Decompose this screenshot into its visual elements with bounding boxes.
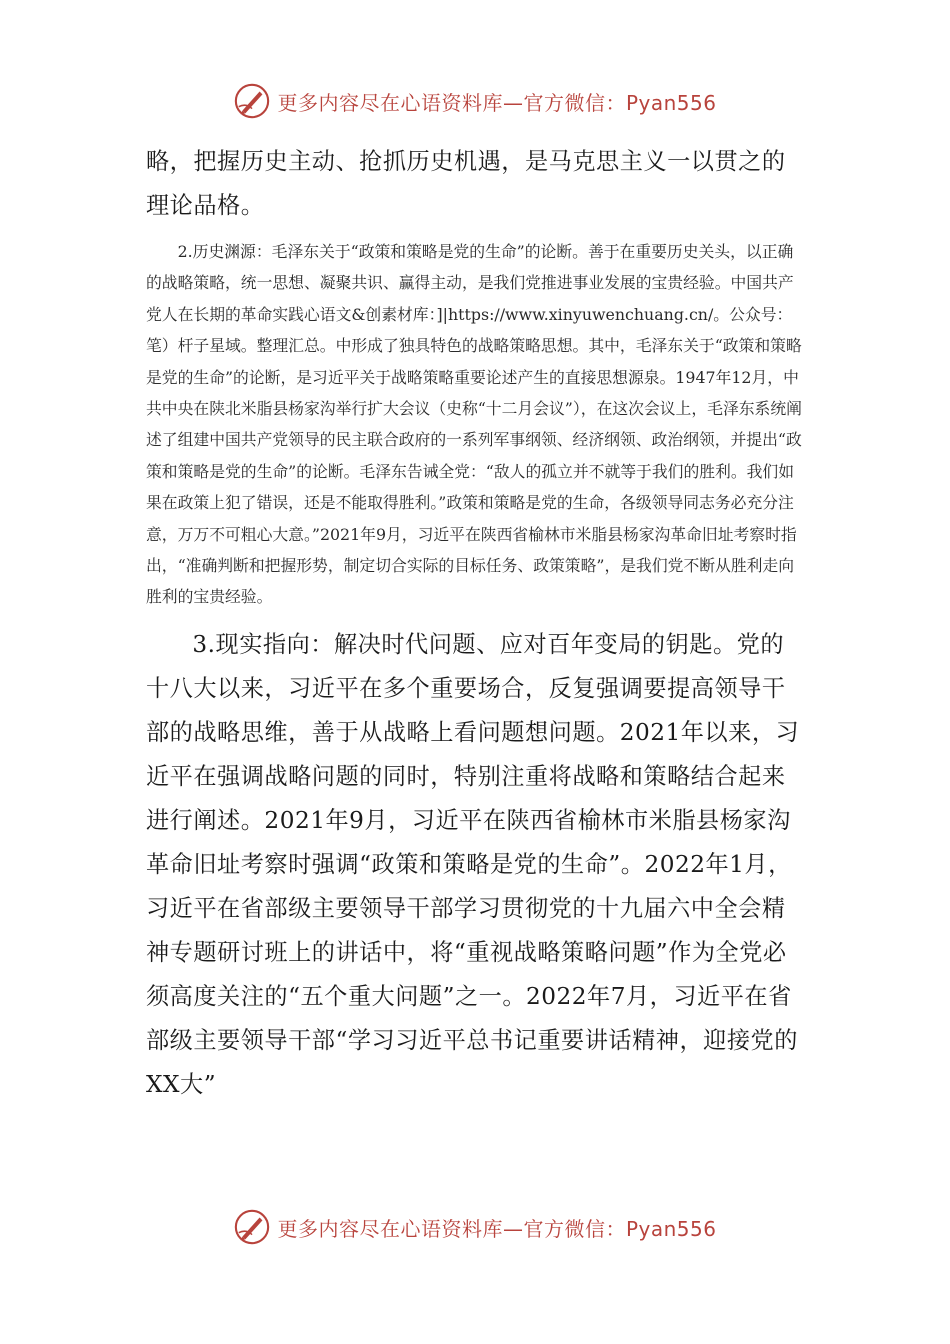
- pen-circle-logo-icon: [233, 1208, 271, 1246]
- header-banner: [0, 82, 950, 120]
- pen-circle-logo-icon: [233, 82, 271, 120]
- paragraph-continuation: 略，把握历史主动、抢抓历史机遇，是马克思主义一以贯之的理论品格。: [146, 148, 786, 219]
- paragraph-historical-origin: 2.历史渊源：毛泽东关于“政策和策略是党的生命”的论断。善于在重要历史关头，以正确的战略策略，统一思想、凝聚共识、赢得主动，是我们党推进事业发展的宝贵经验。中国共产党人在长期的革命实践心语文&创素材库：]|https://www.xinyuwenchuang.cn/。公众号：笔）杆子星域。整理汇总。中形成了独具特色的战略策略思想。其中，毛泽东关于“政策和策略是党的生命”的论断，是习近平关于战略策略重要论述产生的直接思想源泉。1947年12月，中共中央在陕北米脂县杨家沟举行扩大会议（史称“十二月会议”），在这次会议上，毛泽东系统阐述了组建中国共产党领导的民主联合政府的一系列军事纲领、经济纲领、政治纲领，并提出“政策和策略是党的生命”的论断。毛泽东告诫全党：“敌人的孤立并不就等于我们的胜利。我们如果在政策上犯了错误，还是不能取得胜利。”政策和策略是党的生命，各级领导同志务必充分注意，万万不可粗心大意。”2021年9月，习近平在陕西省榆林市米脂县杨家沟革命旧址考察时指出，“准确判断和把握形势，制定切合实际的目标任务、政策策略”，是我们党不断从胜利走向胜利的宝贵经验。: [146, 242, 802, 607]
- document-body: [146, 140, 806, 1107]
- footer-banner: [0, 1208, 950, 1246]
- paragraph-practical-orientation: 3.现实指向：解决时代问题、应对百年变局的钥匙。党的十八大以来，习近平在多个重要场合，反复强调要提高领导干部的战略思维，善于从战略上看问题想问题。2021年以来，习近平在强调战略问题的同时，特别注重将战略和策略结合起来进行阐述。2021年9月，习近平在陕西省榆林市米脂县杨家沟革命旧址考察时强调“政策和策略是党的生命”。2022年1月，习近平在省部级主要领导干部学习贯彻党的十九届六中全会精神专题研讨班上的讲话中，将“重视战略策略问题”作为全党必须高度关注的“五个重大问题”之一。2022年7月，习近平在省部级主要领导干部“学习习近平总书记重要讲话精神，迎接党的XX大”: [146, 630, 800, 1098]
- banner-text: 更多内容尽在心语资料库—官方微信：Pyan556: [277, 1216, 717, 1241]
- banner-text: 更多内容尽在心语资料库—官方微信：Pyan556: [277, 90, 717, 115]
